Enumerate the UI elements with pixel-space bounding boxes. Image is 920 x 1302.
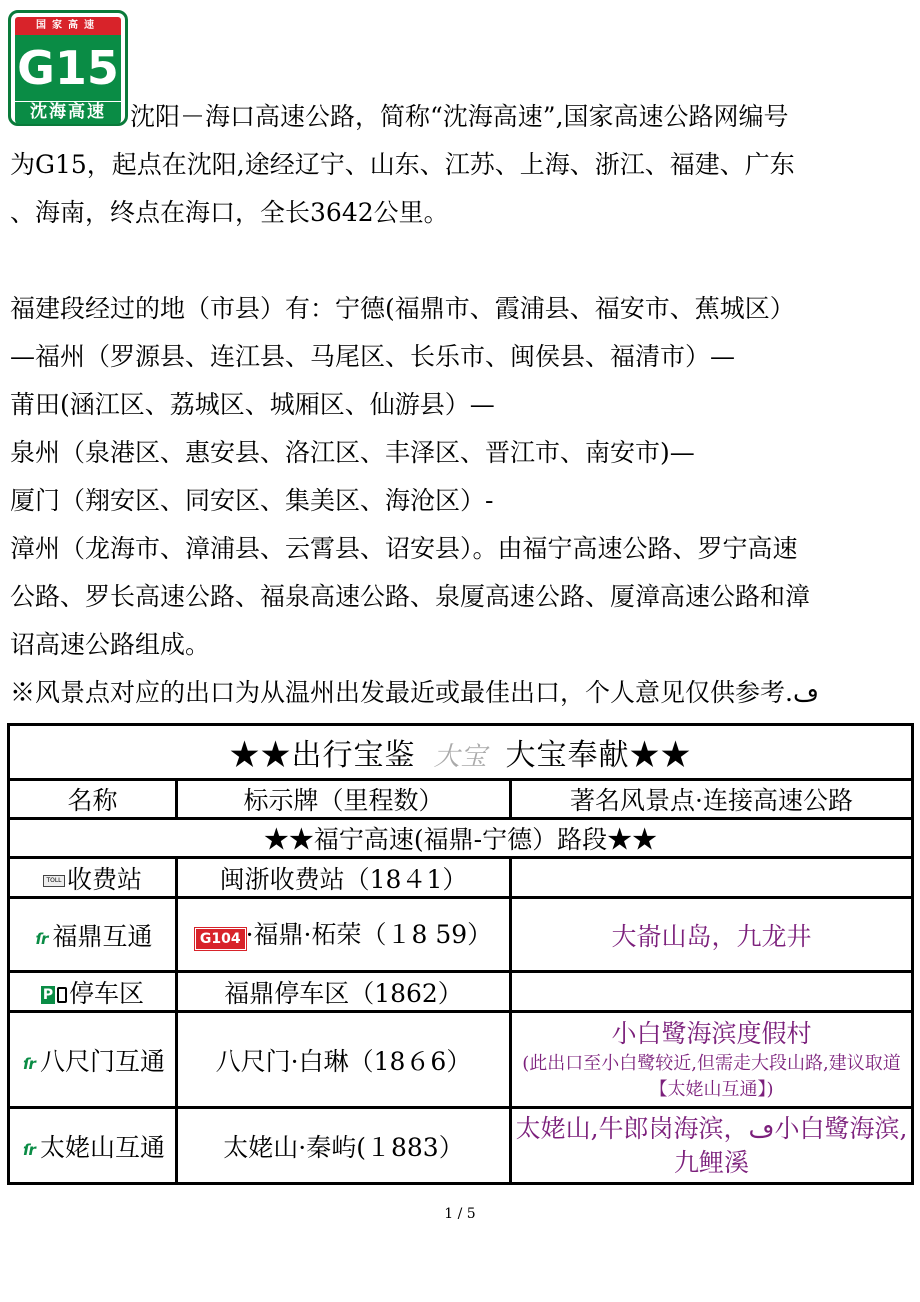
row-sign: 福鼎停车区（1862） (177, 972, 511, 1012)
route-line: 福建段经过的地（市县）有：宁德(福鼎市、霞浦县、福安市、蕉城区） (10, 294, 795, 323)
row-scenic: 大嵛山岛，九龙井 (511, 898, 913, 972)
route-line: 厦门（翔安区、同安区、集美区、海沧区）- (10, 486, 494, 515)
table-row (9, 972, 913, 1012)
row-scenic: 太姥山,牛郎岗海滨，ڡ小白鹭海滨,九鲤溪 (511, 1108, 913, 1184)
row-sign: 八尺门·白琳（18６6） (177, 1012, 511, 1108)
logo-top-text: 国家高速 (15, 17, 121, 35)
logo-code: G15 (15, 35, 121, 101)
parking-icon: P (42, 987, 54, 1003)
row-scenic: 小白鹭海滨度假村 (611, 1018, 812, 1048)
row-sign: ·福鼎·柘荣（１8 59） (245, 919, 493, 949)
fuel-icon (57, 987, 67, 1003)
row-sign: 闽浙收费站（18４1） (177, 858, 511, 898)
route-line: 公路、罗长高速公路、福泉高速公路、泉厦高速公路、厦漳高速公路和漳 (10, 582, 811, 611)
section-title: ★★福宁高速(福鼎-宁德）路段★★ (9, 819, 913, 858)
exit-icon: ſr (23, 1141, 35, 1159)
table-row (9, 858, 913, 898)
route-line: 诏高速公路组成。 (10, 630, 211, 659)
table-row (9, 1108, 913, 1184)
row-name: 停车区 (68, 978, 144, 1008)
row-sign-cell (177, 898, 511, 972)
exit-icon: ſr (35, 930, 48, 948)
table-row (9, 898, 913, 972)
table-row (9, 1012, 913, 1108)
toll-icon: TOLL (43, 875, 65, 887)
route-line: 泉州（泉港区、惠安县、洛江区、丰泽区、晋江市、南安市)— (10, 438, 695, 467)
row-name-cell (9, 898, 177, 972)
table-title (9, 725, 913, 780)
title-left: ★★出行宝鉴 (229, 738, 416, 773)
logo-bottom-text: 沈海高速 (15, 101, 121, 124)
row-name-cell (9, 972, 177, 1012)
intro-paragraph (10, 93, 910, 717)
author-stamp: 大宝 (433, 742, 488, 772)
row-name: 福鼎互通 (52, 921, 153, 951)
route-line: —福州（罗源县、连江县、马尾区、长乐市、闽侯县、福清市）— (10, 342, 736, 371)
row-name-cell (9, 1108, 177, 1184)
row-name-cell (9, 858, 177, 898)
row-name-cell (9, 1012, 177, 1108)
exit-icon: ſr (23, 1055, 35, 1073)
g104-badge: G104 (195, 928, 246, 950)
route-line: 莆田(涵江区、荔城区、城厢区、仙游县）— (10, 390, 495, 419)
row-name: 八尺门互通 (39, 1046, 165, 1076)
row-scenic-cell (511, 1012, 913, 1108)
title-right: 大宝奉献★★ (505, 738, 692, 773)
row-scenic-note: (此出口至小白鹭较近,但需走大段山路,建议取道【太姥山互通】) (522, 1052, 901, 1100)
exit-guide-table (7, 723, 914, 1185)
row-sign: 太姥山·秦屿(１883） (177, 1108, 511, 1184)
header-scenic: 著名风景点·连接高速公路 (511, 780, 913, 819)
row-name: 收费站 (66, 864, 142, 894)
route-line: 漳州（龙海市、漳浦县、云霄县、诏安县）。由福宁高速公路、罗宁高速 (10, 534, 798, 563)
header-name: 名称 (9, 780, 177, 819)
row-name: 太姥山互通 (39, 1132, 165, 1162)
intro-line: 为G15，起点在沈阳,途经辽宁、山东、江苏、上海、浙江、福建、广东 (10, 150, 795, 179)
blank-line (10, 237, 910, 285)
row-scenic (511, 858, 913, 898)
intro-line: 、海南，终点在海口，全长3642公里。 (10, 198, 449, 227)
intro-line: 沈阳－海口高速公路，简称“沈海高速”,国家高速公路网编号 (130, 102, 789, 131)
note-line: ※风景点对应的出口为从温州出发最近或最佳出口，个人意见仅供参考.ڡ (10, 678, 819, 707)
row-scenic (511, 972, 913, 1012)
page-number: 1 / 5 (444, 1206, 476, 1222)
header-sign: 标示牌（里程数） (177, 780, 511, 819)
